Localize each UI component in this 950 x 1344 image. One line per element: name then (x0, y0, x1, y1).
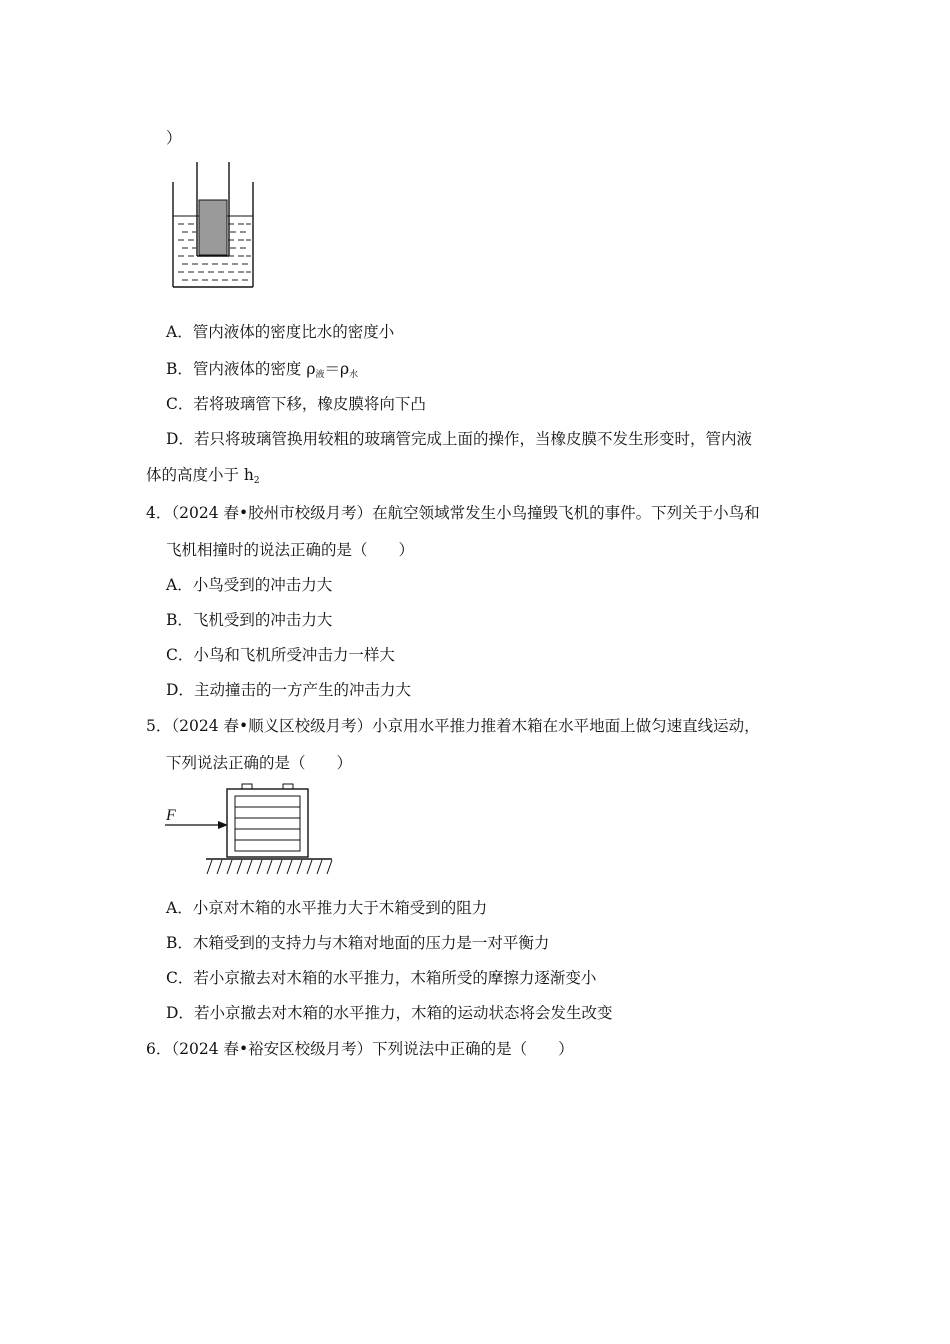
q4-option-a[interactable] (166, 575, 332, 595)
option-text: 飞机受到的冲击力大 (192, 611, 333, 629)
q4-option-c[interactable] (166, 645, 395, 665)
option-text: 体的高度小于 h (146, 466, 254, 484)
q5-stem-cont: 下列说法正确的是（ ） (166, 754, 353, 772)
option-letter: B． (166, 934, 193, 952)
question-text: 下列说法中正确的是（ ） (372, 1040, 574, 1058)
force-label: F (166, 807, 176, 824)
option-letter: A． (166, 899, 193, 917)
q3-option-b[interactable] (166, 359, 358, 385)
question-source: （2024 春•顺义区校级月考） (171, 717, 373, 735)
option-letter: A． (166, 576, 193, 594)
question-number: 5． (146, 717, 172, 735)
q4-option-d[interactable] (166, 680, 411, 700)
option-letter: B． (166, 611, 193, 629)
question-number: 4． (146, 504, 172, 522)
option-letter: B． (166, 360, 193, 378)
q5-option-c[interactable] (166, 968, 596, 988)
option-letter: D． (166, 430, 194, 448)
tube-in-water-figure (170, 160, 260, 290)
question-source: （2024 春•裕安区校级月考） (171, 1040, 373, 1058)
q5-option-a[interactable] (166, 898, 487, 918)
q4-stem (146, 503, 760, 523)
option-letter: C． (166, 969, 194, 987)
question-text: 小京用水平推力推着木箱在水平地面上做匀速直线运动， (372, 717, 760, 735)
option-text: 若小京撤去对木箱的水平推力，木箱所受的摩擦力逐渐变小 (193, 969, 597, 987)
q4-stem-cont: 飞机相撞时的说法正确的是（ ） (166, 541, 415, 559)
option-text-mid: ＝ρ (324, 360, 350, 378)
q6-stem (146, 1039, 574, 1059)
option-letter: A． (166, 323, 193, 341)
option-text: 小鸟和飞机所受冲击力一样大 (193, 646, 395, 664)
question-source: （2024 春•胶州市校级月考） (171, 504, 373, 522)
q3-stem-tail: ） (166, 129, 182, 147)
option-text: 小鸟受到的冲击力大 (192, 576, 333, 594)
option-text: 主动撞击的一方产生的冲击力大 (193, 681, 411, 699)
q3-option-d-cont (146, 465, 260, 491)
option-text: 管内液体的密度 ρ (192, 360, 316, 378)
q5-option-d[interactable] (166, 1003, 612, 1023)
option-text: 若小京撤去对木箱的水平推力，木箱的运动状态将会发生改变 (193, 1004, 613, 1022)
q3-option-c[interactable] (166, 394, 426, 414)
subscript-2: 2 (253, 476, 260, 486)
option-text: 木箱受到的支持力与木箱对地面的压力是一对平衡力 (192, 934, 550, 952)
wooden-box-figure (160, 782, 340, 880)
q5-option-b[interactable] (166, 933, 549, 953)
question-text: 在航空领域常发生小鸟撞毁飞机的事件。下列关于小鸟和 (372, 504, 760, 522)
q3-option-d[interactable] (166, 429, 752, 449)
option-text: 小京对木箱的水平推力大于木箱受到的阻力 (192, 899, 488, 917)
subscript-water: 水 (349, 370, 359, 380)
option-text: 若只将玻璃管换用较粗的玻璃管完成上面的操作，当橡皮膜不发生形变时，管内液 (193, 430, 752, 448)
question-number: 6． (146, 1040, 172, 1058)
option-letter: C． (166, 395, 194, 413)
option-letter: C． (166, 646, 194, 664)
q5-stem (146, 716, 760, 736)
option-letter: D． (166, 681, 194, 699)
option-text: 若将玻璃管下移，橡皮膜将向下凸 (193, 395, 426, 413)
option-text: 管内液体的密度比水的密度小 (192, 323, 395, 341)
option-letter: D． (166, 1004, 194, 1022)
q3-option-a[interactable] (166, 322, 394, 342)
q4-option-b[interactable] (166, 610, 332, 630)
subscript-liquid: 液 (315, 370, 325, 380)
